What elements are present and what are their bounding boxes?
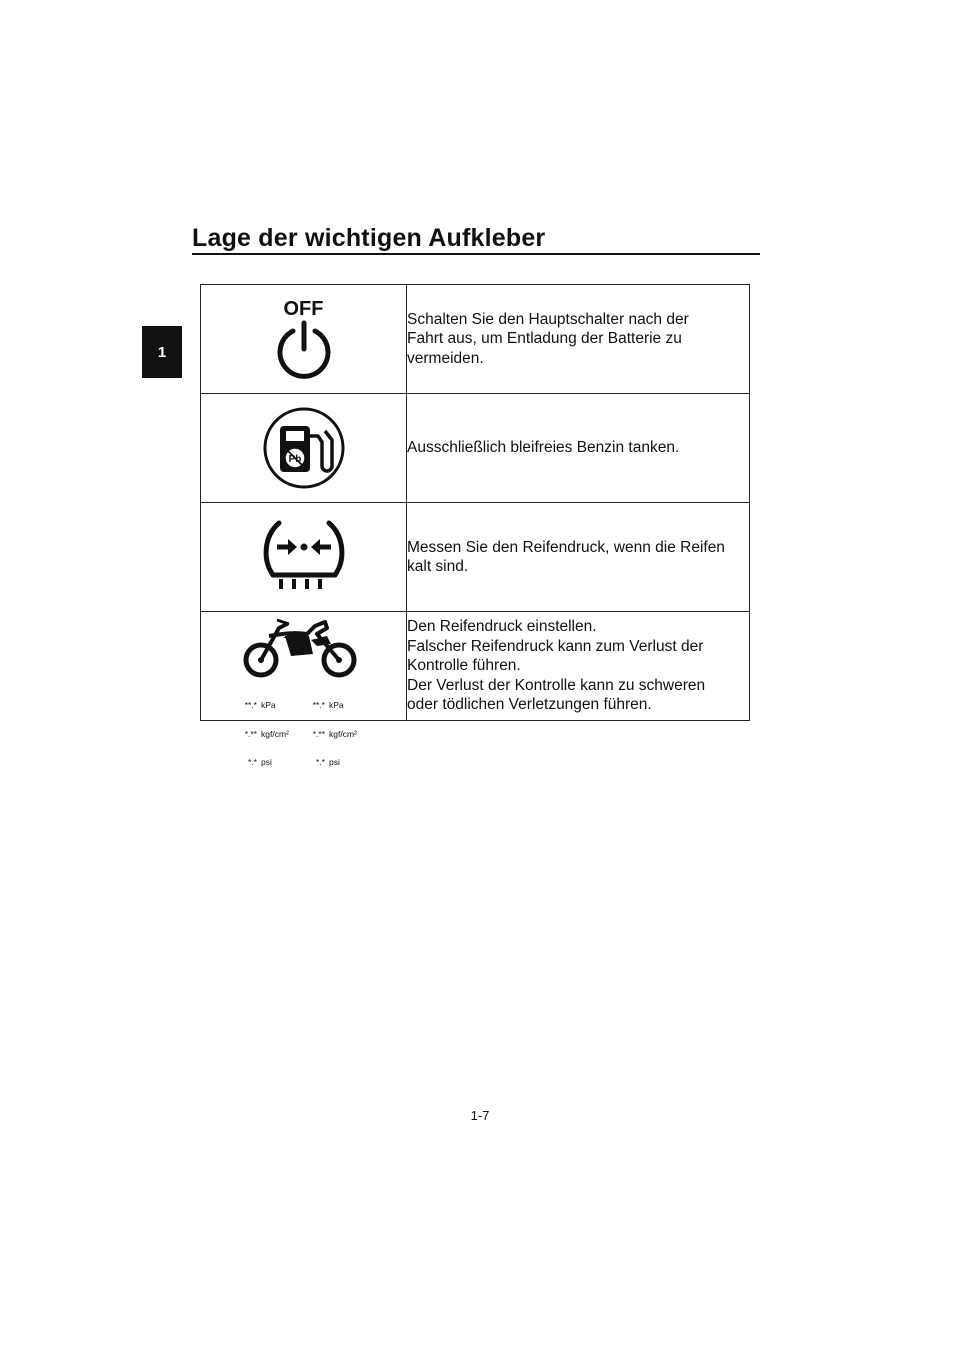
power-off-icon (273, 319, 335, 381)
pressure-unit: psi (329, 757, 340, 767)
page-number: 1-7 (470, 1108, 490, 1123)
table-row (201, 394, 750, 503)
icon-cell (201, 285, 407, 394)
label-text: Der Verlust der Kontrolle kann zu schweren (407, 676, 706, 694)
unleaded-fuel-only-icon (262, 406, 346, 490)
pressure-unit: kgf/cm² (329, 728, 357, 739)
label-text: vermeiden. (407, 349, 484, 367)
label-text: kalt sind. (407, 558, 469, 575)
table-row (201, 503, 750, 612)
tire-pressure-icon (259, 517, 349, 597)
off-label: OFF (283, 298, 324, 320)
text-cell (407, 503, 750, 612)
label-text: Falscher Reifendruck kann zum Verlust der (407, 637, 704, 655)
pressure-unit: kPa (329, 700, 344, 710)
page-title: Lage der wichtigen Aufkleber (192, 224, 546, 252)
table-row (201, 612, 750, 721)
label-text: Schalten Sie den Hauptschalter nach der (407, 310, 689, 328)
text-cell (407, 285, 750, 394)
label-text: Fahrt aus, um Entladung der Batterie zu (407, 330, 682, 348)
pressure-unit: psi (261, 757, 272, 767)
label-text: Den Reifendruck einstellen. (407, 618, 597, 636)
svg-text:Pb: Pb (288, 454, 301, 465)
pressure-value: **.* (312, 700, 325, 710)
label-text: Kontrolle führen. (407, 657, 521, 675)
icon-cell (201, 394, 407, 503)
label-text: Messen Sie den Reifendruck, wenn die Reifen (407, 538, 725, 556)
chapter-tab: 1 (142, 326, 182, 378)
warning-labels-table (200, 284, 750, 767)
icon-cell (201, 503, 407, 612)
label-text: Ausschließlich bleifreies Benzin tanken. (407, 439, 680, 457)
pressure-value: *.* (248, 757, 257, 767)
pressure-value: **.* (244, 700, 257, 710)
motorcycle-figure (201, 612, 406, 767)
text-cell (407, 612, 750, 721)
title-underline (192, 253, 760, 255)
table-row (201, 285, 750, 394)
label-text: oder tödlichen Verletzungen führen. (407, 696, 652, 714)
motorcycle-icon (241, 614, 361, 680)
pressure-unit: kPa (261, 700, 276, 710)
pressure-value: *.** (244, 728, 257, 739)
rear-tire-pressure (303, 682, 357, 787)
text-cell (407, 394, 750, 503)
icon-cell (201, 612, 407, 767)
pressure-value: *.* (316, 757, 325, 767)
pressure-value: *.** (312, 728, 325, 739)
front-tire-pressure (235, 682, 289, 787)
pressure-unit: kgf/cm² (261, 728, 289, 739)
